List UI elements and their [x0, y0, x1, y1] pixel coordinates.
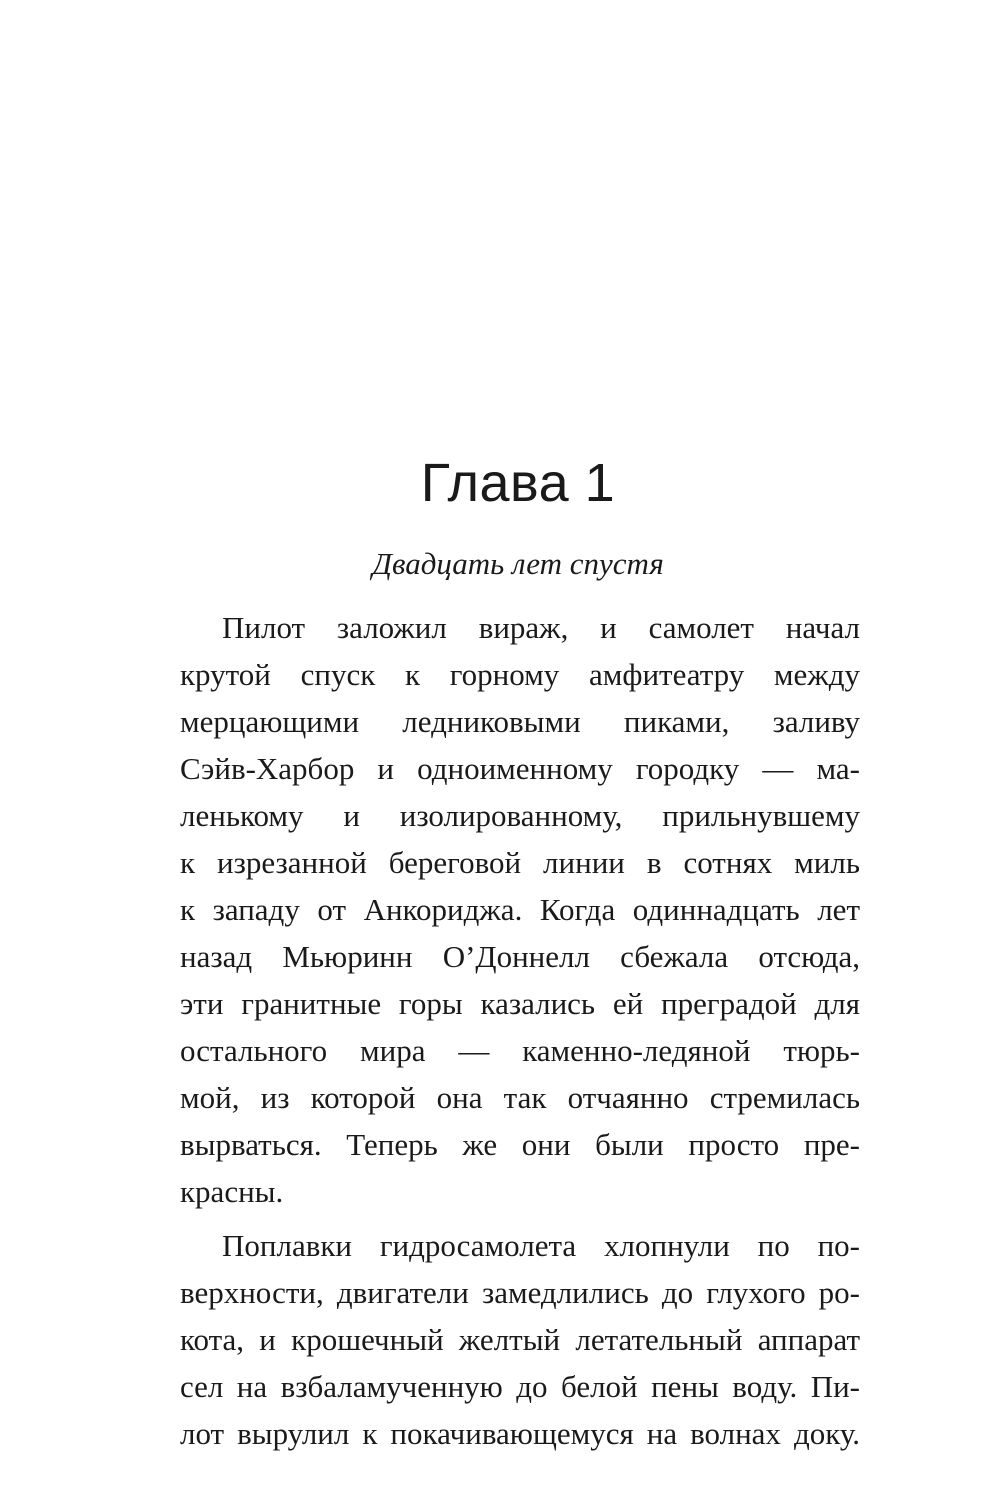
text-line: кота, и крошечный желтый летательный аппарат [180, 1322, 860, 1357]
text-line: Сэйв-Харбор и одноименному городку — ма- [180, 751, 860, 786]
chapter-subtitle: Двадцать лет спустя [372, 546, 664, 581]
text-line: лот вырулил к покачивающемуся на волнах доку. [180, 1416, 860, 1451]
text-line: ленькому и изолированному, прильнувшему [180, 798, 860, 833]
paragraph-1 [180, 604, 860, 1215]
text-line: мой, из которой она так отчаянно стремилась [180, 1080, 860, 1115]
text-line: верхности, двигатели замедлились до глухого ро- [180, 1275, 860, 1310]
text-line: мерцающими ледниковыми пиками, заливу [180, 704, 860, 739]
text-line: Поплавки гидросамолета хлопнули по по- [222, 1228, 860, 1263]
paragraph-2 [180, 1222, 860, 1457]
text-line: назад Мьюринн О’Доннелл сбежала отсюда, [180, 939, 860, 974]
text-line: сел на взбаламученную до белой пены воду. Пи- [180, 1369, 860, 1404]
text-line: остального мира — каменно-ледяной тюрь- [180, 1033, 860, 1068]
text-line: к западу от Анкориджа. Когда одиннадцать лет [180, 892, 860, 927]
text-line: красны. [180, 1174, 284, 1209]
text-line: к изрезанной береговой линии в сотнях миль [180, 845, 860, 880]
text-line: крутой спуск к горному амфитеатру между [180, 657, 860, 692]
body-text [180, 604, 860, 1457]
chapter-title: Глава 1 [420, 453, 616, 513]
text-line: вырваться. Теперь же они были просто пре- [180, 1127, 860, 1162]
text-line: Пилот заложил вираж, и самолет начал [222, 610, 860, 645]
text-line: эти гранитные горы казались ей преградой для [180, 986, 860, 1021]
